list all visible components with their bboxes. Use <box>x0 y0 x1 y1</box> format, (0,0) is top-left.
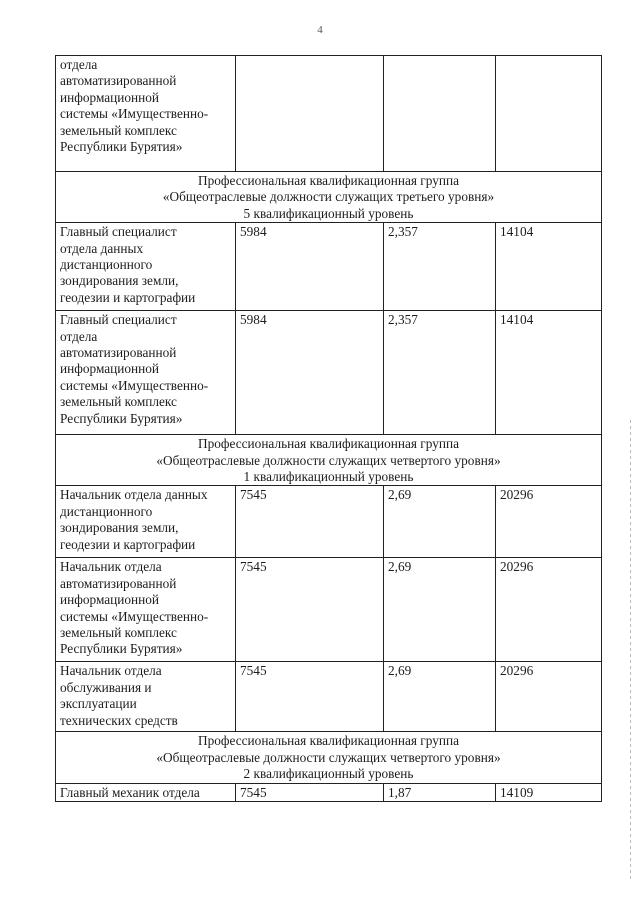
coefficient-cell: 2,357 <box>384 311 496 435</box>
position-title-line: информационной <box>60 592 160 608</box>
salary-cell <box>236 56 384 172</box>
position-title-line: Начальник отдела <box>60 663 162 679</box>
total-cell: 20296 <box>496 558 602 662</box>
salary-cell: 5984 <box>236 223 384 311</box>
group-header-line: «Общеотраслевые должности служащих третьего уровня» <box>162 189 495 205</box>
position-title-line: отдела <box>60 57 98 72</box>
position-title-line: системы «Имущественно- <box>60 106 209 122</box>
position-title-line: Начальник отдела <box>60 559 162 575</box>
position-title-line: Республики Бурятия» <box>60 641 183 657</box>
group-header-row <box>56 435 602 486</box>
table-row <box>56 56 602 172</box>
position-title-line: зондирования земли, <box>60 273 179 289</box>
table-row <box>56 311 602 435</box>
salary-cell: 7545 <box>236 783 384 801</box>
position-title-line: Республики Бурятия» <box>60 410 183 426</box>
position-title-line: отдела <box>60 328 98 344</box>
salary-table <box>55 55 602 802</box>
position-cell <box>56 223 236 311</box>
position-title-line: зондирования земли, <box>60 520 179 536</box>
salary-table-wrapper <box>55 55 602 802</box>
total-cell: 14109 <box>496 783 602 801</box>
position-title-line: обслуживания и <box>60 679 152 695</box>
position-title-line: дистанционного <box>60 257 153 273</box>
total-cell: 14104 <box>496 223 602 311</box>
table-row <box>56 486 602 558</box>
position-title-line: Начальник отдела данных <box>60 487 208 503</box>
position-cell <box>56 662 236 732</box>
coefficient-cell: 1,87 <box>384 783 496 801</box>
position-title-line: отдела данных <box>60 240 144 256</box>
position-title-line: системы «Имущественно- <box>60 377 209 393</box>
table-row <box>56 558 602 662</box>
group-header-line: 1 квалификационный уровень <box>243 469 414 485</box>
position-cell <box>56 486 236 558</box>
group-header-row <box>56 732 602 783</box>
scan-edge-line <box>630 420 631 880</box>
group-header-line: «Общеотраслевые должности служащих четвертого уровня» <box>156 452 501 468</box>
position-cell <box>56 56 236 172</box>
position-title-line: геодезии и картографии <box>60 536 196 552</box>
salary-cell: 5984 <box>236 311 384 435</box>
position-cell <box>56 311 236 435</box>
position-title-line: дистанционного <box>60 503 153 519</box>
group-header-row <box>56 172 602 223</box>
position-title-line: автоматизированной <box>60 345 177 361</box>
coefficient-cell <box>384 56 496 172</box>
total-cell <box>496 56 602 172</box>
position-title-line: информационной <box>60 361 160 377</box>
salary-cell: 7545 <box>236 486 384 558</box>
group-header-line: Профессиональная квалификационная группа <box>198 733 459 749</box>
page-number: 4 <box>317 24 323 36</box>
table-row <box>56 662 602 732</box>
position-title-line: Главный механик отдела <box>60 784 200 800</box>
total-cell: 14104 <box>496 311 602 435</box>
group-header-line: «Общеотраслевые должности служащих четвертого уровня» <box>156 749 501 765</box>
table-row <box>56 783 602 801</box>
salary-cell: 7545 <box>236 558 384 662</box>
table-row <box>56 223 602 311</box>
group-header-line: Профессиональная квалификационная группа <box>198 436 459 452</box>
qualification-group-header <box>56 435 602 486</box>
position-title-line: информационной <box>60 89 160 105</box>
position-title-line: эксплуатации <box>60 696 137 712</box>
position-cell <box>56 783 236 801</box>
position-title-line: земельный комплекс <box>60 394 177 410</box>
position-title-line: автоматизированной <box>60 73 177 89</box>
position-title-line: Республики Бурятия» <box>60 139 183 155</box>
position-title-line: геодезии и картографии <box>60 289 196 305</box>
salary-cell: 7545 <box>236 662 384 732</box>
group-header-line: 5 квалификационный уровень <box>243 205 414 221</box>
coefficient-cell: 2,69 <box>384 486 496 558</box>
group-header-line: 2 квалификационный уровень <box>243 766 414 782</box>
salary-table-body <box>56 56 602 802</box>
position-title-line: земельный комплекс <box>60 122 177 138</box>
qualification-group-header <box>56 732 602 783</box>
position-title-line: автоматизированной <box>60 575 177 591</box>
position-title-line: Главный специалист <box>60 312 177 328</box>
position-cell <box>56 558 236 662</box>
total-cell: 20296 <box>496 662 602 732</box>
position-title-line: земельный комплекс <box>60 625 177 641</box>
coefficient-cell: 2,357 <box>384 223 496 311</box>
position-title-line: системы «Имущественно- <box>60 608 209 624</box>
coefficient-cell: 2,69 <box>384 558 496 662</box>
coefficient-cell: 2,69 <box>384 662 496 732</box>
qualification-group-header <box>56 172 602 223</box>
position-title-line: Главный специалист <box>60 224 177 240</box>
position-title-line: технических средств <box>60 712 178 728</box>
group-header-line: Профессиональная квалификационная группа <box>198 173 459 188</box>
total-cell: 20296 <box>496 486 602 558</box>
